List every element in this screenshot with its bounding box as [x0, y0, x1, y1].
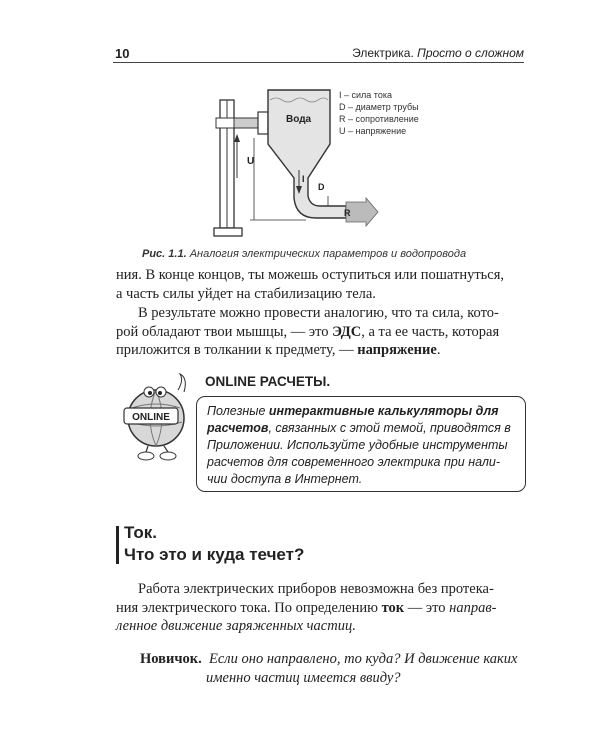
- calculations-term: расчетов: [207, 421, 269, 435]
- section-heading: [124, 522, 304, 566]
- globe-icon: [118, 370, 198, 470]
- callout-line-3: Приложении. Используйте удобные инструменты: [207, 438, 508, 452]
- paragraph-3-line-2: [116, 599, 526, 618]
- online-section-title: ONLINE РАСЧЕТЫ.: [205, 374, 331, 389]
- online-badge-text: ONLINE: [132, 412, 170, 423]
- novice-line-2: [140, 669, 540, 688]
- text-fragment: , а та ее часть, которая: [361, 323, 500, 340]
- water-analogy-figure: [196, 78, 536, 248]
- legend-resistance: R – сопротивление: [339, 114, 419, 124]
- text-fragment: приложится в толкании к предмету, —: [116, 342, 358, 358]
- text-fragment: рой обладают твои мышцы, — это: [116, 323, 333, 340]
- legend-diameter: D – диаметр трубы: [339, 102, 419, 112]
- text-fragment: .: [436, 342, 441, 358]
- legend-current: I – сила тока: [339, 90, 392, 100]
- water-label: Вода: [286, 114, 312, 125]
- paragraph-1-line-1: ния. В конце концов, ты можешь оступиться или пошатнуться,: [116, 267, 505, 283]
- paragraph-2: [116, 304, 526, 360]
- novice-question: [140, 650, 540, 687]
- text-fragment: , связанных с этой темой, приводятся в: [268, 421, 511, 435]
- text-fragment: ния электрического тока. По определению: [116, 599, 382, 616]
- paragraph-3: [116, 580, 526, 636]
- section-marker-bar: [116, 526, 119, 564]
- page-number: 10: [115, 46, 130, 61]
- online-callout-box: [196, 396, 526, 492]
- novice-line-1: [140, 650, 540, 669]
- caption-text: Аналогия электрических параметров и водопровода: [186, 248, 467, 260]
- section-heading-line-1: Ток.: [124, 523, 157, 542]
- text-fragment: Полезные: [207, 404, 269, 418]
- current-term: ток: [381, 599, 405, 616]
- callout-line-1: [207, 403, 515, 420]
- calculators-term: интерактивные калькуляторы для: [268, 404, 499, 418]
- running-head: [352, 46, 524, 60]
- figure-caption: [142, 248, 542, 260]
- book-title-italic: Просто о сложном: [417, 46, 524, 60]
- paragraph-2-line-1: В результате можно провести аналогию, что та сила, кото-: [138, 305, 499, 321]
- voltage-term: напряжение: [357, 342, 437, 358]
- definition-italic: ленное движение заряженных частиц.: [116, 618, 356, 634]
- section-heading-line-2: Что это и куда течет?: [124, 545, 305, 564]
- emf-term: ЭДС: [332, 323, 362, 340]
- paragraph-1-line-2: а часть силы уйдет на стабилизацию тела.: [116, 285, 376, 302]
- novice-label: Новичок.: [140, 651, 202, 667]
- paragraph-1: [116, 266, 526, 303]
- callout-line-5: чии доступа в Интернет.: [207, 472, 363, 486]
- online-globe-mascot: [118, 370, 198, 470]
- paragraph-3-line-3: [116, 617, 526, 636]
- definition-italic: направ-: [449, 599, 497, 616]
- text-fragment: — это: [404, 599, 450, 616]
- label-d: D: [318, 182, 325, 192]
- novice-text-2: именно частиц имеется ввиду?: [206, 669, 401, 686]
- book-title-plain: Электрика.: [352, 46, 418, 60]
- water-pipe-diagram: [196, 78, 536, 248]
- legend-voltage: U – напряжение: [339, 126, 407, 136]
- label-u: U: [247, 156, 255, 167]
- label-r: R: [344, 208, 351, 218]
- paragraph-3-line-1: Работа электрических приборов невозможна без протека-: [138, 581, 494, 597]
- novice-text-1: Если оно направлено, то куда? И движение каких: [209, 651, 518, 667]
- paragraph-2-line-2: [116, 323, 526, 342]
- page-header: [113, 46, 524, 63]
- paragraph-2-line-3: [116, 341, 526, 360]
- caption-label: Рис. 1.1.: [142, 248, 187, 260]
- label-i: I: [302, 174, 305, 184]
- callout-line-4: расчетов для современного электрика при нали-: [207, 455, 501, 469]
- callout-line-2: [207, 420, 515, 437]
